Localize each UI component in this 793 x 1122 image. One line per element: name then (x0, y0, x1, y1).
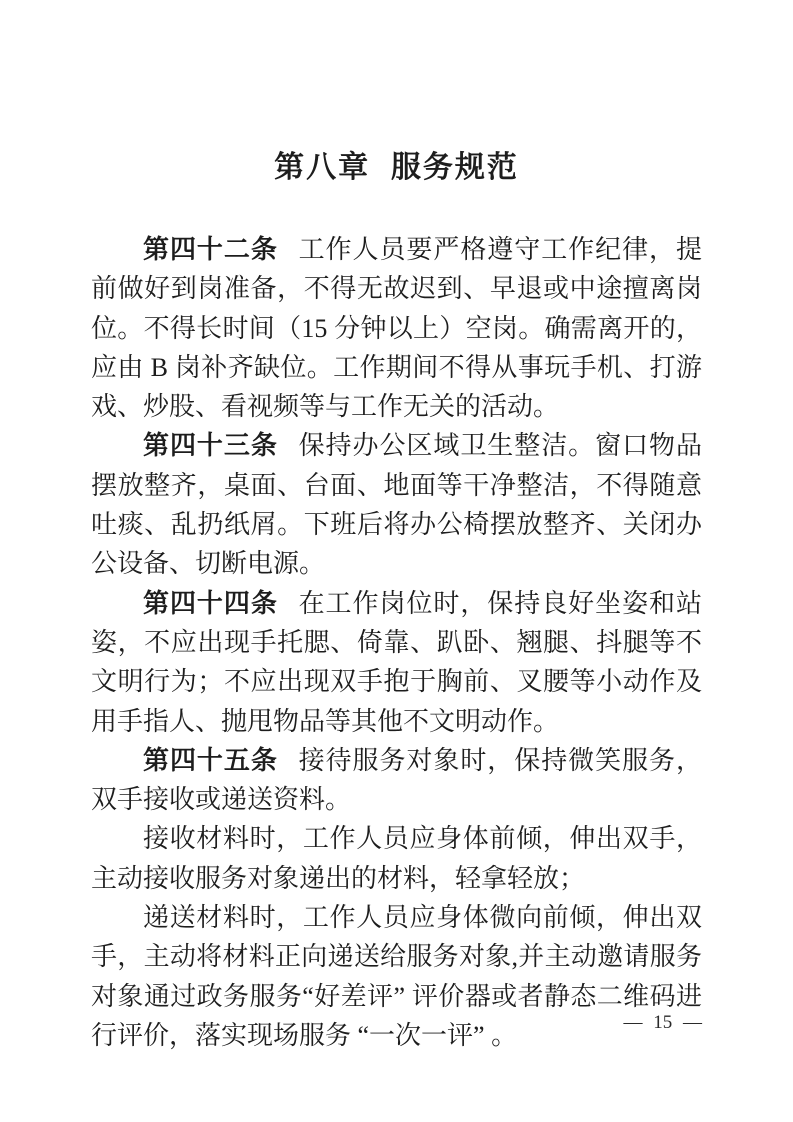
article-paragraph-43 (91, 426, 702, 583)
continuation-paragraph-deliver (91, 898, 702, 1055)
article-number-44: 第四十四条 (143, 588, 278, 618)
article-paragraph-45 (91, 741, 702, 820)
page-number: — 15 — (623, 1012, 702, 1033)
document-body (91, 230, 702, 1055)
continuation-text-deliver: 递送材料时，工作人员应身体微向前倾，伸出双手，主动将材料正向递送给服务对象,并主动邀请服务对象通过政务服务“好差评” 评价器或者静态二维码进行评价，落实现场服务 “一次一评” 。 (91, 903, 702, 1050)
article-text-42: 工作人员要严格遵守工作纪律，提前做好到岗准备，不得无故迟到、早退或中途擅离岗位。不得长时间（15 分钟以上）空岗。确需离开的，应由 B 岗补齐缺位。工作期间不得从事玩手机、打游戏、炒股、看视频等与工作无关的活动。 (91, 235, 702, 422)
article-paragraph-44 (91, 584, 702, 741)
article-text-43: 保持办公区域卫生整洁。窗口物品摆放整齐，桌面、台面、地面等干净整洁，不得随意吐痰、乱扔纸屑。下班后将办公椅摆放整齐、关闭办公设备、切断电源。 (91, 431, 702, 579)
article-number-45: 第四十五条 (143, 745, 278, 775)
article-paragraph-42 (91, 230, 702, 426)
article-number-43: 第四十三条 (143, 431, 278, 461)
article-text-44: 在工作岗位时，保持良好坐姿和站姿，不应出现手托腮、倚靠、趴卧、翘腿、抖腿等不文明行为；不应出现双手抱于胸前、叉腰等小动作及用手指人、抛甩物品等其他不文明动作。 (91, 588, 702, 736)
continuation-text-receive: 接收材料时，工作人员应身体前倾，伸出双手，主动接收服务对象递出的材料，轻拿轻放； (91, 824, 702, 893)
article-text-45: 接待服务对象时，保持微笑服务，双手接收或递送资料。 (91, 745, 702, 815)
article-number-42: 第四十二条 (143, 235, 278, 264)
chapter-title: 第八章 服务规范 (274, 151, 519, 184)
continuation-paragraph-receive (91, 819, 702, 898)
